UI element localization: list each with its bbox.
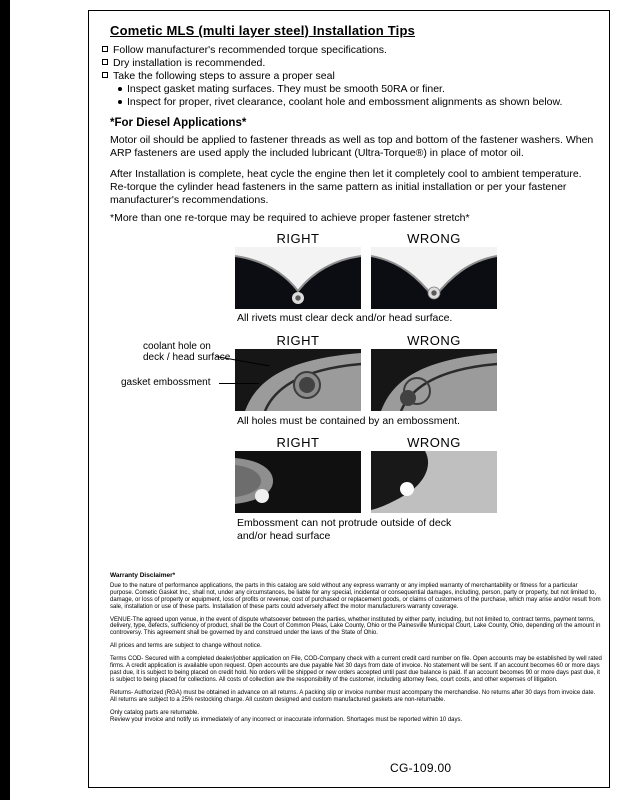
tip-text: Inspect gasket mating surfaces. They must be smooth 50RA or finer. [127,83,445,95]
embossment-leader-line [219,383,259,384]
tip-text: Inspect for proper, rivet clearance, coolant hole and embossment alignments as shown below. [127,95,563,108]
caption-row2: All holes must be contained by an embossment. [237,415,460,427]
tip-item [102,70,335,82]
gasket-embossment-label: gasket embossment [121,377,211,388]
tip-sub-item [118,96,562,108]
wrong-label-row3: WRONG [407,435,461,450]
embossment-wrong-image [371,451,497,513]
tip-text: Dry installation is recommended. [113,57,266,69]
embossment-right-image [235,451,361,513]
tip-text: Take the following steps to assure a proper seal [113,70,335,82]
caption-row3: Embossment can not protrude outside of deck and/or head surface [237,517,452,542]
wrong-label-row2: WRONG [407,333,461,348]
warranty-paragraph: Returns- Authorized (RGA) must be obtained in advance on all returns. A packing slip or invoice number must accompany the merchandise. No returns after 30 days from invoice date. All returns are subject to a 25% restocking charge. All custom designed and custom manufactured gaskets are non-returnable. [110,689,596,703]
coolant-hole-wrong-image [371,349,497,411]
wrong-label-row1: WRONG [407,231,461,246]
rivet-clear-right-image [235,247,361,309]
diesel-paragraph-1: Motor oil should be applied to fastener threads as well as top and bottom of the fastener washers. When ARP fasteners are used apply the included lubricant (Ultra-Torque®) in place of motor oil. [110,134,594,159]
dot-bullet-icon [118,87,122,91]
tip-item [102,44,387,56]
dot-bullet-icon [118,100,122,104]
warranty-paragraph: Only catalog parts are returnable. [110,709,200,716]
square-bullet-icon [102,72,108,78]
square-bullet-icon [102,46,108,52]
warranty-paragraph: Due to the nature of performance applications, the parts in this catalog are sold without any express warranty or any implied warranty of merchantability or fitness for a particular purpose. Cometic Gasket Inc., shall not, under any circumstances, be liable for any special, incidental or consequential damages, including, person, party or property, but not limited to, damage, or loss of property or equipment, loss of profits or revenue, cost of purchased or replacement goods, or claims of customers of the purchase, which may arise and/or result from sale, installation or use of these parts. Installation of these parts could adversely affect the motor manufacturers warranty coverage. [110,582,601,610]
right-label-row3: RIGHT [276,435,320,450]
tip-sub-item [118,83,445,95]
coolant-hole-label-line2: deck / head surface [143,352,231,363]
page-code: CG-109.00 [390,761,452,775]
warranty-paragraph: Review your invoice and notify us immediately of any incorrect or inaccurate information. Shortages must be reported within 10 days. [110,716,463,723]
coolant-hole-right-image [235,349,361,411]
page-title: Cometic MLS (multi layer steel) Installation Tips [110,23,416,38]
diesel-heading: *For Diesel Applications* [110,117,247,129]
tip-text: Follow manufacturer's recommended torque specifications. [113,44,387,56]
warranty-paragraph: All prices and terms are subject to change without notice. [110,643,262,650]
right-label-row2: RIGHT [276,333,320,348]
page-edge-bar [0,0,10,800]
warranty-paragraph: VENUE-The agreed upon venue, in the event of dispute whatsoever between the parties, whether instituted by either party, including, but not limited to, contract terms, payment terms, delivery, type, defects, sufficiency of product, shall be the Court of Common Pleas, Lake County, Ohio or the Painesville Municipal Court, Lake County, Ohio, depending on the amount in controversy. This agreement shall be governed by and construed under the laws of the State of Ohio. [110,616,601,637]
square-bullet-icon [102,59,108,65]
warranty-paragraph: Terms COD- Secured with a completed dealer/jobber application on File, COD-Company check with a current credit card number on file. Open accounts may be established by well rated firms. A credit application is available upon request. Open accounts are due payable Net 30 days from date of invoice. No statement will be sent. If an account becomes 60 or more days past due, it is subject to being placed on credit hold. No orders will be shipped or new orders accepted until past due balance is paid. If an account becomes 90 or more days past due, it is subject to being placed for collections. All costs of collection are the responsibility of the customer, including attorney fees, court costs, and other expenses of litigation. [110,656,602,683]
retorque-note: *More than one re-torque may be required to achieve proper fastener stretch* [110,212,470,224]
coolant-hole-label: coolant hole on [143,341,211,352]
caption-row1: All rivets must clear deck and/or head surface. [237,312,453,324]
diesel-paragraph-2: After Installation is complete, heat cycle the engine then let it completely cool to ambient temperature. Re-torque the cylinder head fasteners in the same pattern as initial installation or per your fastener manufacturer's recommendations. [110,168,582,206]
warranty-disclaimer [110,573,602,729]
rivet-clear-wrong-image [371,247,497,309]
warranty-heading: Warranty Disclaimer* [110,572,176,579]
right-label-row1: RIGHT [276,231,320,246]
tip-item [102,57,265,69]
